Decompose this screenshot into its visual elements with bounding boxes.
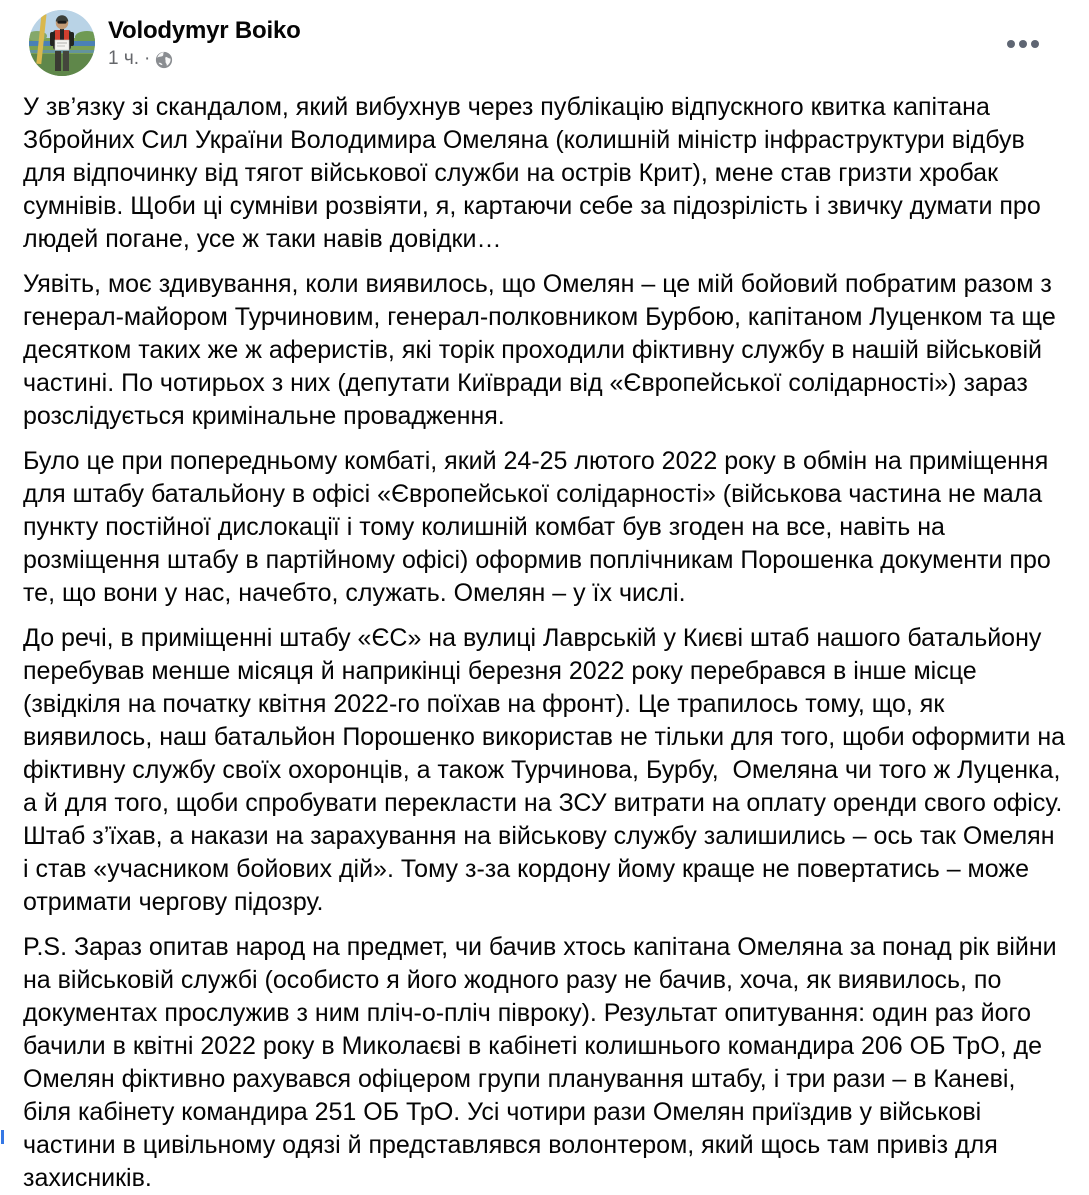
more-options-icon (1007, 40, 1015, 48)
more-options-icon (1031, 40, 1039, 48)
post-header (0, 0, 1089, 76)
header-text (108, 10, 301, 70)
more-options-icon (1019, 40, 1027, 48)
avatar[interactable] (29, 10, 95, 76)
post-paragraph: У зв’язку зі скандалом, який вибухнув через публікацію відпускного квитка капітана Збройних Сил України Володимира Омеляна (колишній міністр інфраструктури відбув для відпочинку від тягот військової служби на острів Крит), мене став гризти хробак сумнівів. Щоби ці сумніви розвіяти, я, картаючи себе за підозрілість і звичку думати про людей погане, усе ж таки навів довідки… (23, 93, 1048, 253)
post-paragraph: P.S. Зараз опитав народ на предмет, чи бачив хтось капітана Омеляна за понад рік війни на військовій службі (особисто я його жодного разу не бачив, хоча, як виявилось, по документах прослужив з ним пліч-о-пліч півроку). Результат опитування: один раз його бачили в квітні 2022 року в Миколаєві в кабінеті колишнього командира 206 ОБ ТрО, де Омелян фіктивно рахувався офіцером групи планування штабу, і три рази – в Каневі, біля кабінету командира 251 ОБ ТрО. Усі чотири рази Омелян приїздив у військові частини в цивільному одязі й представлявся волонтером, який щось там привіз для захисників. (23, 933, 1064, 1192)
more-options-button[interactable] (1001, 34, 1045, 54)
timestamp[interactable]: 1 ч. (108, 48, 140, 69)
meta-separator: · (144, 48, 151, 69)
avatar-photo-illustration (29, 10, 95, 76)
text-cursor-caret (1, 1130, 4, 1144)
post-body (0, 76, 1089, 1195)
post-meta (108, 48, 301, 70)
post-paragraph: Було це при попередньому комбаті, який 24-25 лютого 2022 року в обмін на приміщення для штабу батальйону в офісі «Європейської солідарності» (військова частина не мала пункту постійної дислокації і тому колишній комбат був згоден на все, навіть на розміщення штабу в партійному офісі) оформив поплічникам Порошенка документи про те, що вони у нас, начебто, служать. Омелян – у їх числі. (23, 447, 1058, 607)
author-name[interactable]: Volodymyr Boiko (108, 17, 301, 44)
post-paragraph: До речі, в приміщенні штабу «ЄС» на вулиці Лаврській у Києві штаб нашого батальйону перебував менше місяця й наприкінці березня 2022 року перебрався в інше місце (звідкіля на початку квітня 2022-го поїхав на фронт). Це трапилось тому, що, як виявилось, наш батальйон Порошенко використав не тільки для того, щоби оформити на фіктивну службу своїх охоронців, а також Турчинова, Бурбу, Омеляна чи того ж Луценка, а й для того, щоби спробувати перекласти на ЗСУ витрати на оплату оренди свого офісу. Штаб з’їхав, а накази на зарахування на військову службу залишились – ось так Омелян і став «учасником бойових дій». Тому з-за кордону йому краще не повертатись – може отримати чергову підозру. (23, 624, 1072, 916)
post-paragraph: Уявіть, моє здивування, коли виявилось, що Омелян – це мій бойовий побратим разом з генерал-майором Турчиновим, генерал-полковником Бурбою, капітаном Луценком та ще десятком таких же ж аферистів, які торік проходили фіктивну службу в нашій військовій частині. По чотирьох з них (депутати Київради від «Європейської солідарності») зараз розслідується кримінальне провадження. (23, 270, 1063, 430)
globe-icon (155, 51, 173, 69)
